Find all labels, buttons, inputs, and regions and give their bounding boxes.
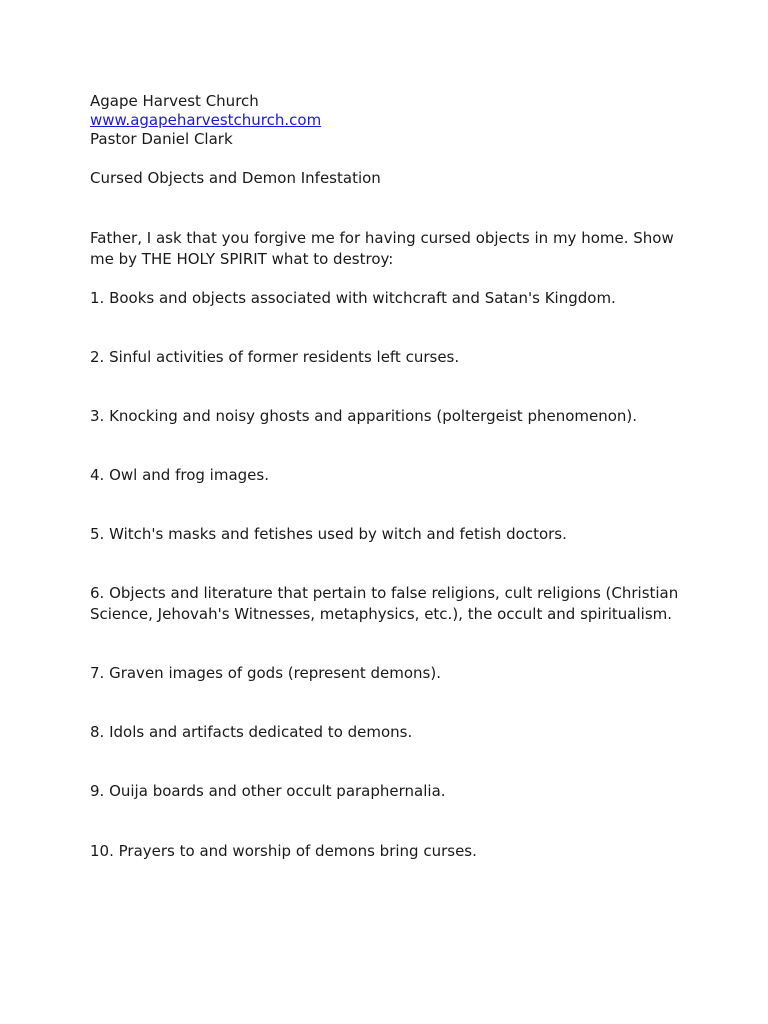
document-title: Cursed Objects and Demon Infestation: [90, 169, 381, 187]
church-name: Agape Harvest Church: [90, 92, 259, 110]
list-item: 7. Graven images of gods (represent demons).: [90, 664, 441, 682]
list-item: 5. Witch's masks and fetishes used by witch and fetish doctors.: [90, 525, 567, 543]
list-item: 9. Ouija boards and other occult paraphernalia.: [90, 782, 446, 800]
list-item: 6. Objects and literature that pertain to false religions, cult religions (Christian Science, Jehovah's Witnesses, metaphysics, etc.), the occult and spiritualism.: [90, 584, 679, 623]
list-item: 3. Knocking and noisy ghosts and apparitions (poltergeist phenomenon).: [90, 407, 638, 425]
pastor-name: Pastor Daniel Clark: [90, 130, 233, 148]
list-item: 10. Prayers to and worship of demons bring curses.: [90, 842, 477, 860]
church-website-link[interactable]: www.agapeharvestchurch.com: [90, 111, 322, 129]
list-item: 1. Books and objects associated with witchcraft and Satan's Kingdom.: [90, 289, 616, 307]
document-page: [90, 92, 690, 862]
intro-paragraph: Father, I ask that you forgive me for having cursed objects in my home. Show me by THE HOLY SPIRIT what to destroy:: [90, 229, 674, 268]
list-item: 4. Owl and frog images.: [90, 466, 269, 484]
list-item: 2. Sinful activities of former residents left curses.: [90, 348, 460, 366]
list-item: 8. Idols and artifacts dedicated to demons.: [90, 723, 413, 741]
